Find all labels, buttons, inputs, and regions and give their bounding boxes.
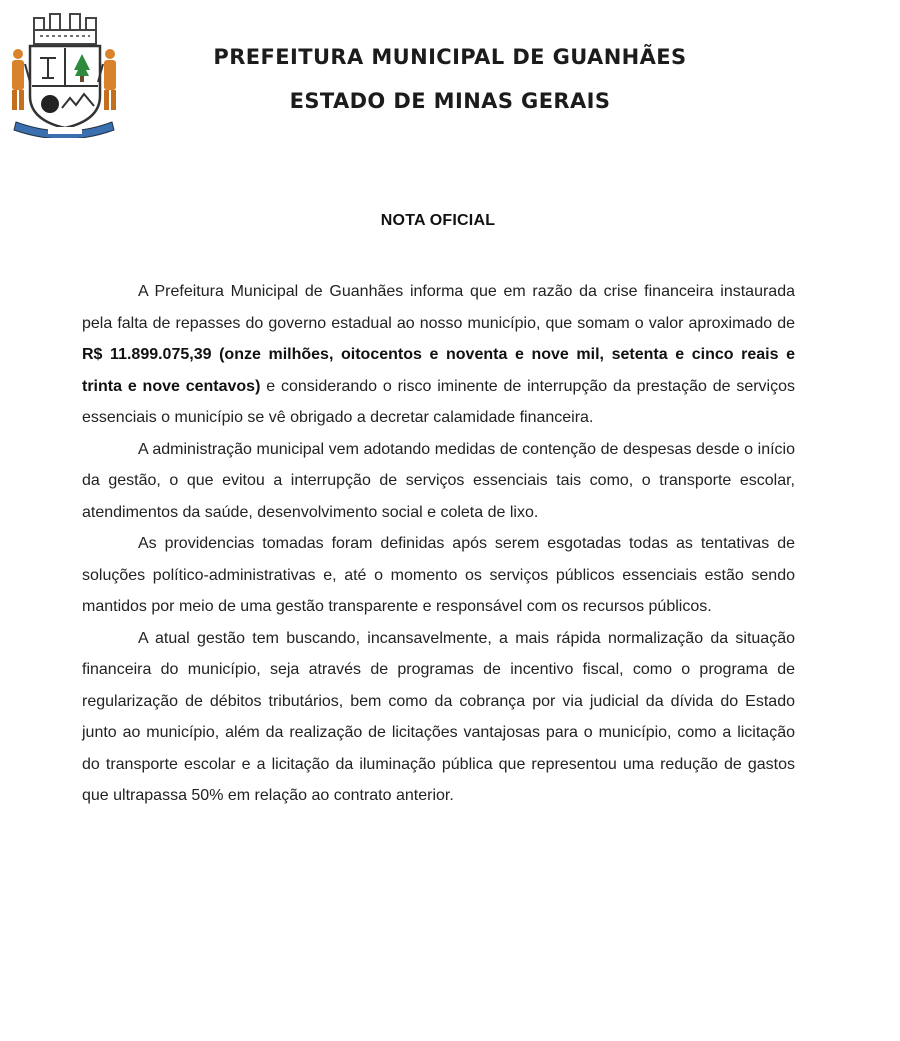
letterhead bbox=[150, 40, 750, 118]
paragraph-1-text-end: e considerando o risco iminente de interrupção da prestação de serviços essenciais o município se vê obrigado a decretar calamidade financeira. bbox=[82, 377, 796, 426]
crown-icon bbox=[34, 14, 96, 44]
shield-icon bbox=[30, 46, 100, 128]
document-body bbox=[82, 276, 795, 812]
paragraph-3: As providencias tomadas foram definidas após serem esgotadas todas as tentativas de soluções político-administrativas e, até o momento os serviços públicos essenciais estão sendo mantidos por meio de uma gestão transparente e responsável com os recursos públicos. bbox=[82, 535, 795, 615]
paragraph-1 bbox=[82, 276, 795, 434]
paragraph-2: A administração municipal vem adotando medidas de contenção de despesas desde o início da gestão, o que evitou a interrupção de serviços essenciais tais como, o transporte escolar, atendimentos da saúde, desenvolvimento social e coleta de lixo. bbox=[82, 440, 795, 521]
letterhead-state: ESTADO DE MINAS GERAIS bbox=[289, 89, 611, 113]
paragraph-4: A atual gestão tem buscando, incansavelmente, a mais rápida normalização da situação financeira do município, seja através de programas de incentivo fiscal, como o programa de regularização de débitos tributários, bem como da cobrança por via judicial da dívida do Estado junto ao município, além da realização de licitações vantajosas para o município, como a licitação do transporte escolar e a licitação da iluminação pública que representou uma redução de gastos que ultrapassa 50% em relação ao contrato anterior. bbox=[82, 629, 795, 804]
document-title: NOTA OFICIAL bbox=[380, 212, 496, 229]
paragraph-1-amount-bold: R$ 11.899.075,39 (onze milhões, oitocentos e noventa e nove mil, setenta e cinco reais e trinta e nove centavos) bbox=[82, 346, 795, 395]
letterhead-municipality: PREFEITURA MUNICIPAL DE GUANHÃES bbox=[213, 45, 687, 69]
paragraph-1-text-start: A Prefeitura Municipal de Guanhães informa que em razão da crise financeira instaurada pela falta de repasses do governo estadual ao nosso município, que somam o valor aproximado de bbox=[82, 283, 795, 332]
coat-of-arms-emblem bbox=[4, 8, 124, 138]
left-supporter-figure-icon bbox=[12, 49, 30, 110]
